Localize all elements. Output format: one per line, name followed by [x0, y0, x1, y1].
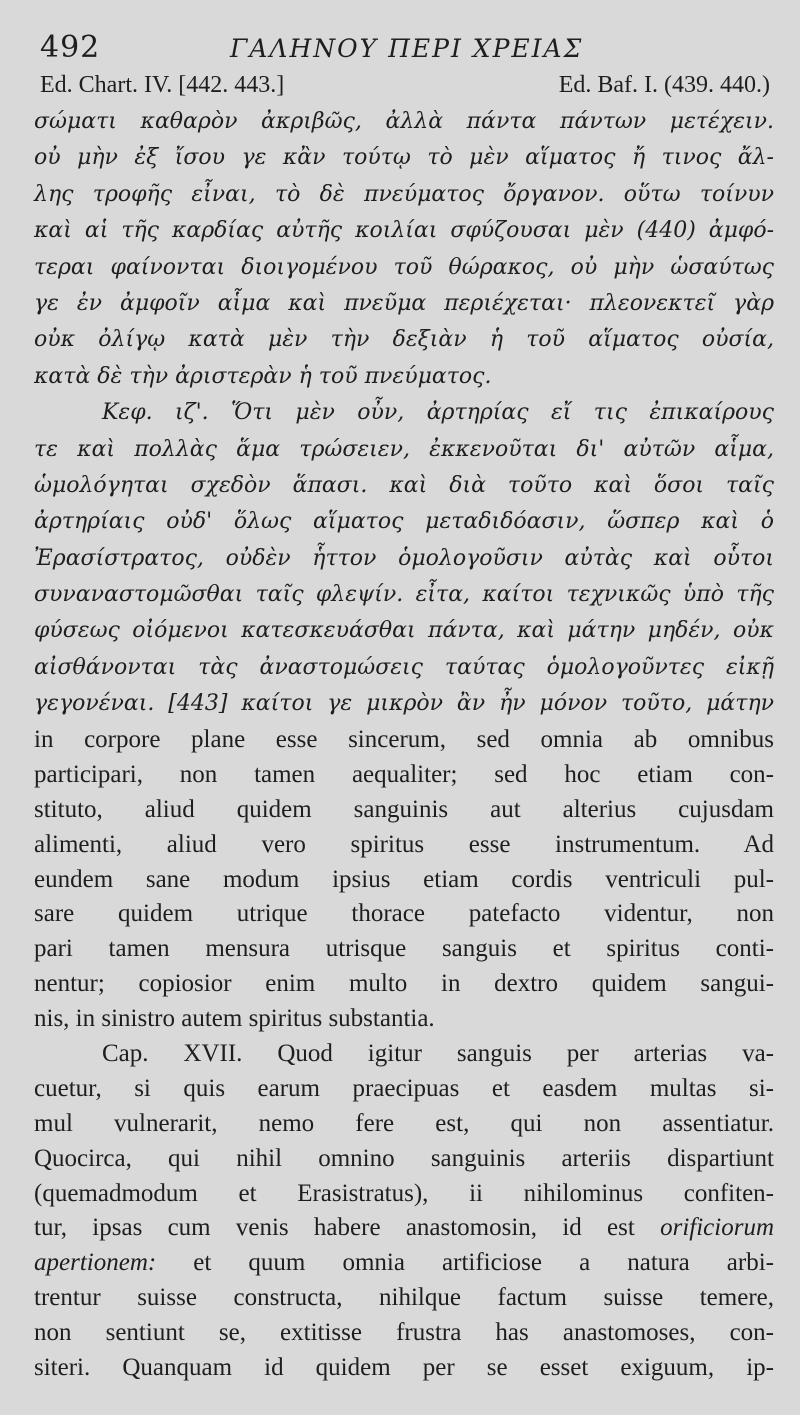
latin-line: stituto, aliud quidem sanguinis aut alterius cujusdam — [34, 795, 774, 823]
latin-line: (quemadmodum et Erasistratus), ii nihilominus confiten- — [34, 1179, 774, 1207]
greek-line: οὐκ ὀλίγῳ κατὰ μὲν τὴν δεξιὰν ἡ τοῦ αἵματος οὐσία, — [34, 327, 774, 353]
latin-text — [34, 723, 774, 1386]
latin-italic-term: orificiorum — [660, 1214, 775, 1242]
greek-text — [34, 104, 774, 723]
latin-line: sare quidem utrique thorace patefacto videntur, non — [34, 900, 774, 928]
greek-line: ἀρτηρίαις οὐδ' ὅλως αἵματος μεταδιδόασιν, ὥσπερ καὶ ὁ — [34, 509, 774, 535]
greek-line: τε καὶ πολλὰς ἅμα τρώσειεν, ἐκκενοῦται δι' αὐτῶν αἷμα, — [34, 436, 774, 462]
latin-line: siteri. Quanquam id quidem per se esset exiguum, ip- — [34, 1354, 774, 1382]
latin-line: cuetur, si quis earum praecipuas et easdem multas si- — [34, 1074, 774, 1102]
latin-line: nentur; copiosior enim multo in dextro quidem sangui- — [34, 970, 774, 998]
greek-line: ὡμολόγηται σχεδὸν ἅπασι. καὶ διὰ τοῦτο καὶ ὅσοι ταῖς — [34, 472, 774, 498]
greek-line: λης τροφῆς εἶναι, τὸ δὲ πνεύματος ὄργανον. οὕτω τοίνυν — [34, 181, 774, 207]
latin-line: non sentiunt se, extitisse frustra has anastomoses, con- — [34, 1319, 774, 1347]
edition-chartier: Ed. Chart. IV. [442. 443.] — [40, 72, 285, 98]
greek-line: οὐ μὴν ἐξ ἴσου γε κἂν τούτῳ τὸ μὲν αἵματος ἤ τινος ἄλ- — [34, 145, 774, 171]
running-title: ΓΑΛΗΝΟΥ ΠΕΡΙ ΧΡΕΙΑΣ — [230, 34, 584, 63]
latin-line-segment: tur, ipsas cum venis habere anastomosin, id est — [34, 1214, 635, 1242]
greek-line: καὶ αἱ τῆς καρδίας αὐτῆς κοιλίαι σφύζουσαι μὲν (440) ἀμφό- — [34, 218, 774, 244]
greek-line: αἰσθάνονται τὰς ἀναστομώσεις ταύτας ὁμολογοῦντες εἰκῇ — [34, 654, 774, 680]
page-number: 492 — [40, 30, 101, 65]
edition-basel: Ed. Baf. I. (439. 440.) — [558, 72, 770, 98]
latin-line: in corpore plane esse sincerum, sed omnia ab omnibus — [34, 726, 774, 753]
latin-italic-term: apertionem: — [34, 1249, 157, 1277]
greek-line: συναναστομῶσθαι ταῖς φλεψίν. εἶτα, καίτοι τεχνικῶς ὑπὸ τῆς — [34, 582, 774, 608]
latin-line-with-italic — [34, 1246, 774, 1281]
latin-line: Quocirca, qui nihil omnino sanguinis arteriis dispartiunt — [34, 1144, 774, 1172]
page-header — [40, 28, 770, 68]
greek-line: τεραι φαίνονται διοιγομένου τοῦ θώρακος, οὐ μὴν ὡσαύτως — [34, 254, 774, 280]
greek-line: σώματι καθαρὸν ἀκριβῶς, ἀλλὰ πάντα πάντων μετέχειν. — [34, 109, 774, 134]
latin-line: eundem sane modum ipsius etiam cordis ventriculi pul- — [34, 865, 774, 893]
latin-line: alimenti, aliud vero spiritus esse instrumentum. Ad — [34, 830, 774, 858]
greek-chapter-heading-line: Κεφ. ιζ'. Ὅτι μὲν οὖν, ἀρτηρίας εἴ τις ἐπικαίρους — [102, 400, 774, 426]
greek-line: κατὰ δὲ τὴν ἀριστερὰν ἡ τοῦ πνεύματος. — [34, 363, 492, 389]
greek-line: φύσεως οἰόμενοι κατεσκευάσθαι πάντα, καὶ μάτην μηδέν, οὐκ — [34, 618, 774, 644]
latin-line: participari, non tamen aequaliter; sed hoc etiam con- — [34, 760, 774, 788]
latin-chapter-heading-line: Cap. XVII. Quod igitur sanguis per arterias va- — [102, 1040, 774, 1068]
latin-line: mul vulnerarit, nemo fere est, qui non assentiatur. — [34, 1109, 774, 1137]
latin-line: nis, in sinistro autem spiritus substantia. — [34, 1005, 435, 1033]
latin-line: trentur suisse constructa, nihilque factum suisse temere, — [34, 1284, 774, 1312]
edition-references — [40, 72, 770, 104]
greek-line: γε ἐν ἀμφοῖν αἷμα καὶ πνεῦμα περιέχεται· πλεονεκτεῖ γὰρ — [34, 290, 774, 316]
greek-line: Ἐρασίστρατος, οὐδὲν ἧττον ὁμολογοῦσιν αὐτὰς καὶ οὗτοι — [34, 545, 774, 571]
latin-line-with-italic — [34, 1211, 774, 1246]
latin-line-segment: et quum omnia artificiose a natura arbi- — [193, 1249, 774, 1277]
greek-line: γεγονέναι. [443] καίτοι γε μικρὸν ἂν ἦν μόνον τοῦτο, μάτην — [34, 691, 774, 717]
latin-line: pari tamen mensura utrisque sanguis et spiritus conti- — [34, 935, 774, 963]
